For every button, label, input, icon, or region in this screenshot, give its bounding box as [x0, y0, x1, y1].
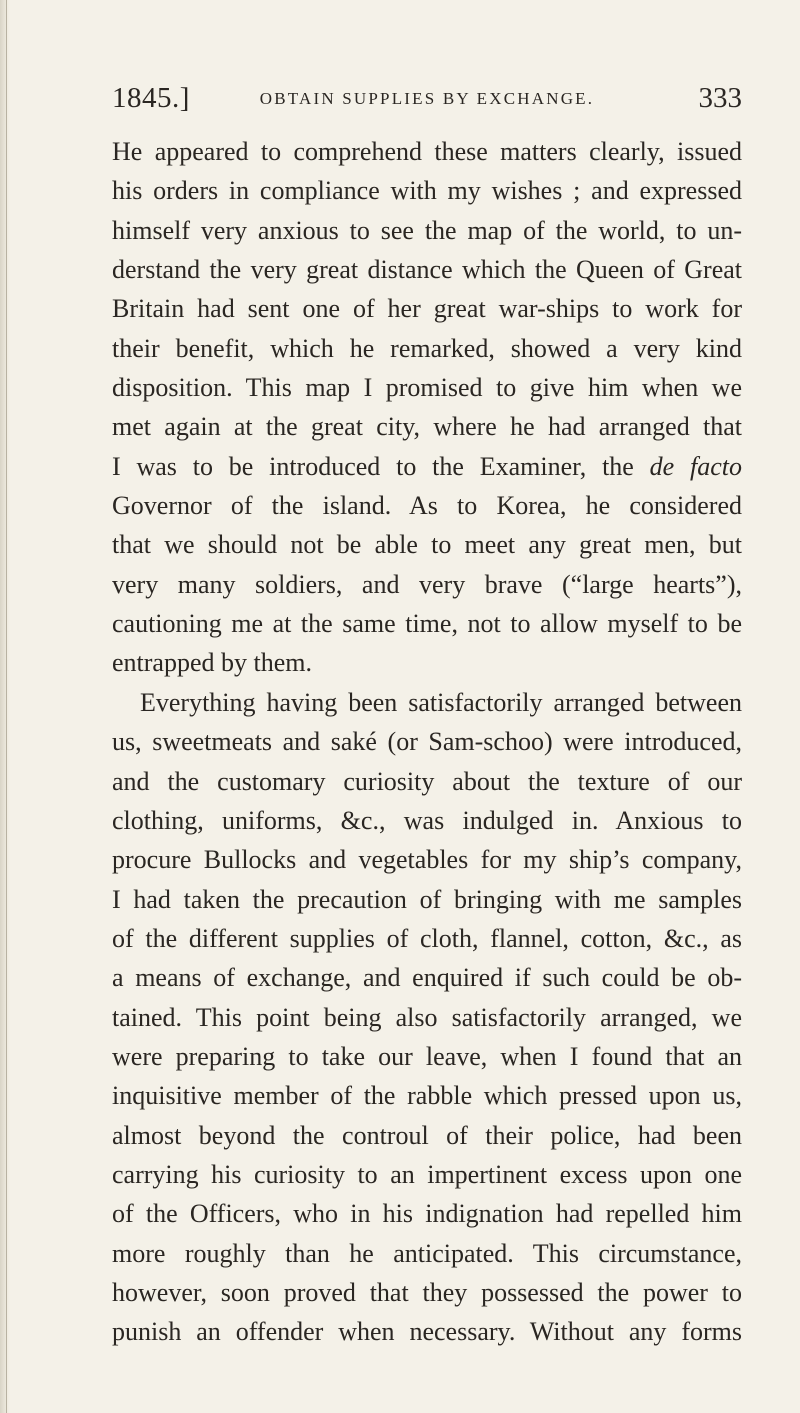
- text-segment: derstand the very great distance which the Queen of Great: [112, 255, 742, 285]
- text-segment: He appeared to comprehend these matters clearly, issued: [112, 137, 742, 166]
- text-segment: very many soldiers, and very brave (“large hearts”),: [112, 569, 742, 599]
- text-line: [112, 171, 742, 210]
- text-segment: met again at the great city, where he had arranged that: [112, 412, 742, 442]
- text-line: [112, 998, 742, 1037]
- text-line: [112, 447, 742, 486]
- italic-text: de facto: [649, 451, 742, 481]
- text-segment: punish an offender when necessary. Without any forms: [112, 1317, 742, 1347]
- text-line: [112, 565, 742, 604]
- text-segment: Britain had sent one of her great war-ships to work for: [112, 294, 742, 324]
- text-line: [112, 919, 742, 958]
- page-edge-line: [6, 0, 7, 1413]
- text-line: [112, 329, 742, 368]
- text-segment: carrying his curiosity to an impertinent excess upon one: [112, 1159, 742, 1189]
- text-segment: however, soon proved that they possessed the power to: [112, 1277, 742, 1307]
- text-line: [112, 250, 742, 289]
- text-segment: almost beyond the controul of their police, had been: [112, 1120, 742, 1150]
- text-segment: that we should not be able to meet any great men, but: [112, 530, 742, 560]
- text-segment: I had taken the precaution of bringing with me samples: [112, 884, 742, 914]
- text-line: [112, 1076, 742, 1115]
- running-head: [112, 82, 742, 122]
- text-line: [112, 1194, 742, 1233]
- page-edge-shadow: [0, 0, 10, 1413]
- text-segment: and the customary curiosity about the texture of our: [112, 766, 742, 796]
- text-segment: tained. This point being also satisfactorily arranged, we: [112, 1002, 742, 1032]
- text-segment: clothing, uniforms, &c., was indulged in. Anxious to: [112, 805, 742, 835]
- text-segment: of the different supplies of cloth, flannel, cotton, &c., as: [112, 923, 742, 953]
- text-segment: a means of exchange, and enquired if such could be ob-: [112, 963, 742, 993]
- text-line: [112, 1116, 742, 1155]
- text-line: [112, 958, 742, 997]
- running-head-title: OBTAIN SUPPLIES BY EXCHANGE.: [259, 89, 595, 108]
- text-segment: more roughly than he anticipated. This circumstance,: [112, 1238, 742, 1268]
- text-line: [112, 683, 742, 722]
- text-segment: I was to be introduced to the Examiner, the: [112, 451, 650, 481]
- text-line: [112, 1273, 742, 1312]
- text-line: [112, 132, 742, 171]
- text-segment: his orders in compliance with my wishes ; and expressed: [112, 176, 742, 206]
- text-segment: procure Bullocks and vegetables for my ship’s company,: [112, 845, 742, 875]
- text-segment: inquisitive member of the rabble which pressed upon us,: [112, 1081, 742, 1111]
- text-line: [112, 643, 742, 682]
- text-line: [112, 525, 742, 564]
- text-segment: were preparing to take our leave, when I found that an: [112, 1041, 742, 1071]
- text-segment: their benefit, which he remarked, showed a very kind: [112, 333, 742, 363]
- text-line: [112, 840, 742, 879]
- text-segment: disposition. This map I promised to give him when we: [112, 373, 742, 403]
- text-line: [112, 407, 742, 446]
- text-segment: us, sweetmeats and saké (or Sam-schoo) were introduced,: [112, 727, 742, 757]
- running-head-year: 1845.]: [112, 82, 190, 114]
- text-line: [112, 604, 742, 643]
- text-line: [112, 1155, 742, 1194]
- page-number: 333: [698, 82, 742, 114]
- text-segment: himself very anxious to see the map of the world, to un-: [112, 215, 742, 245]
- text-line: [112, 289, 742, 328]
- text-segment: Everything having been satisfactorily arranged between: [140, 687, 742, 717]
- text-line: [112, 211, 742, 250]
- text-segment: entrapped by them.: [112, 648, 312, 678]
- body-text: [112, 132, 742, 1352]
- text-line: [112, 801, 742, 840]
- text-line: [112, 486, 742, 525]
- text-line: [112, 368, 742, 407]
- text-line: [112, 1234, 742, 1273]
- text-line: [112, 880, 742, 919]
- text-line: [112, 1312, 742, 1351]
- text-segment: cautioning me at the same time, not to allow myself to be: [112, 609, 742, 639]
- text-line: [112, 1037, 742, 1076]
- text-line: [112, 762, 742, 801]
- text-line: [112, 722, 742, 761]
- text-segment: Governor of the island. As to Korea, he considered: [112, 491, 742, 521]
- text-segment: of the Officers, who in his indignation had repelled him: [112, 1199, 742, 1229]
